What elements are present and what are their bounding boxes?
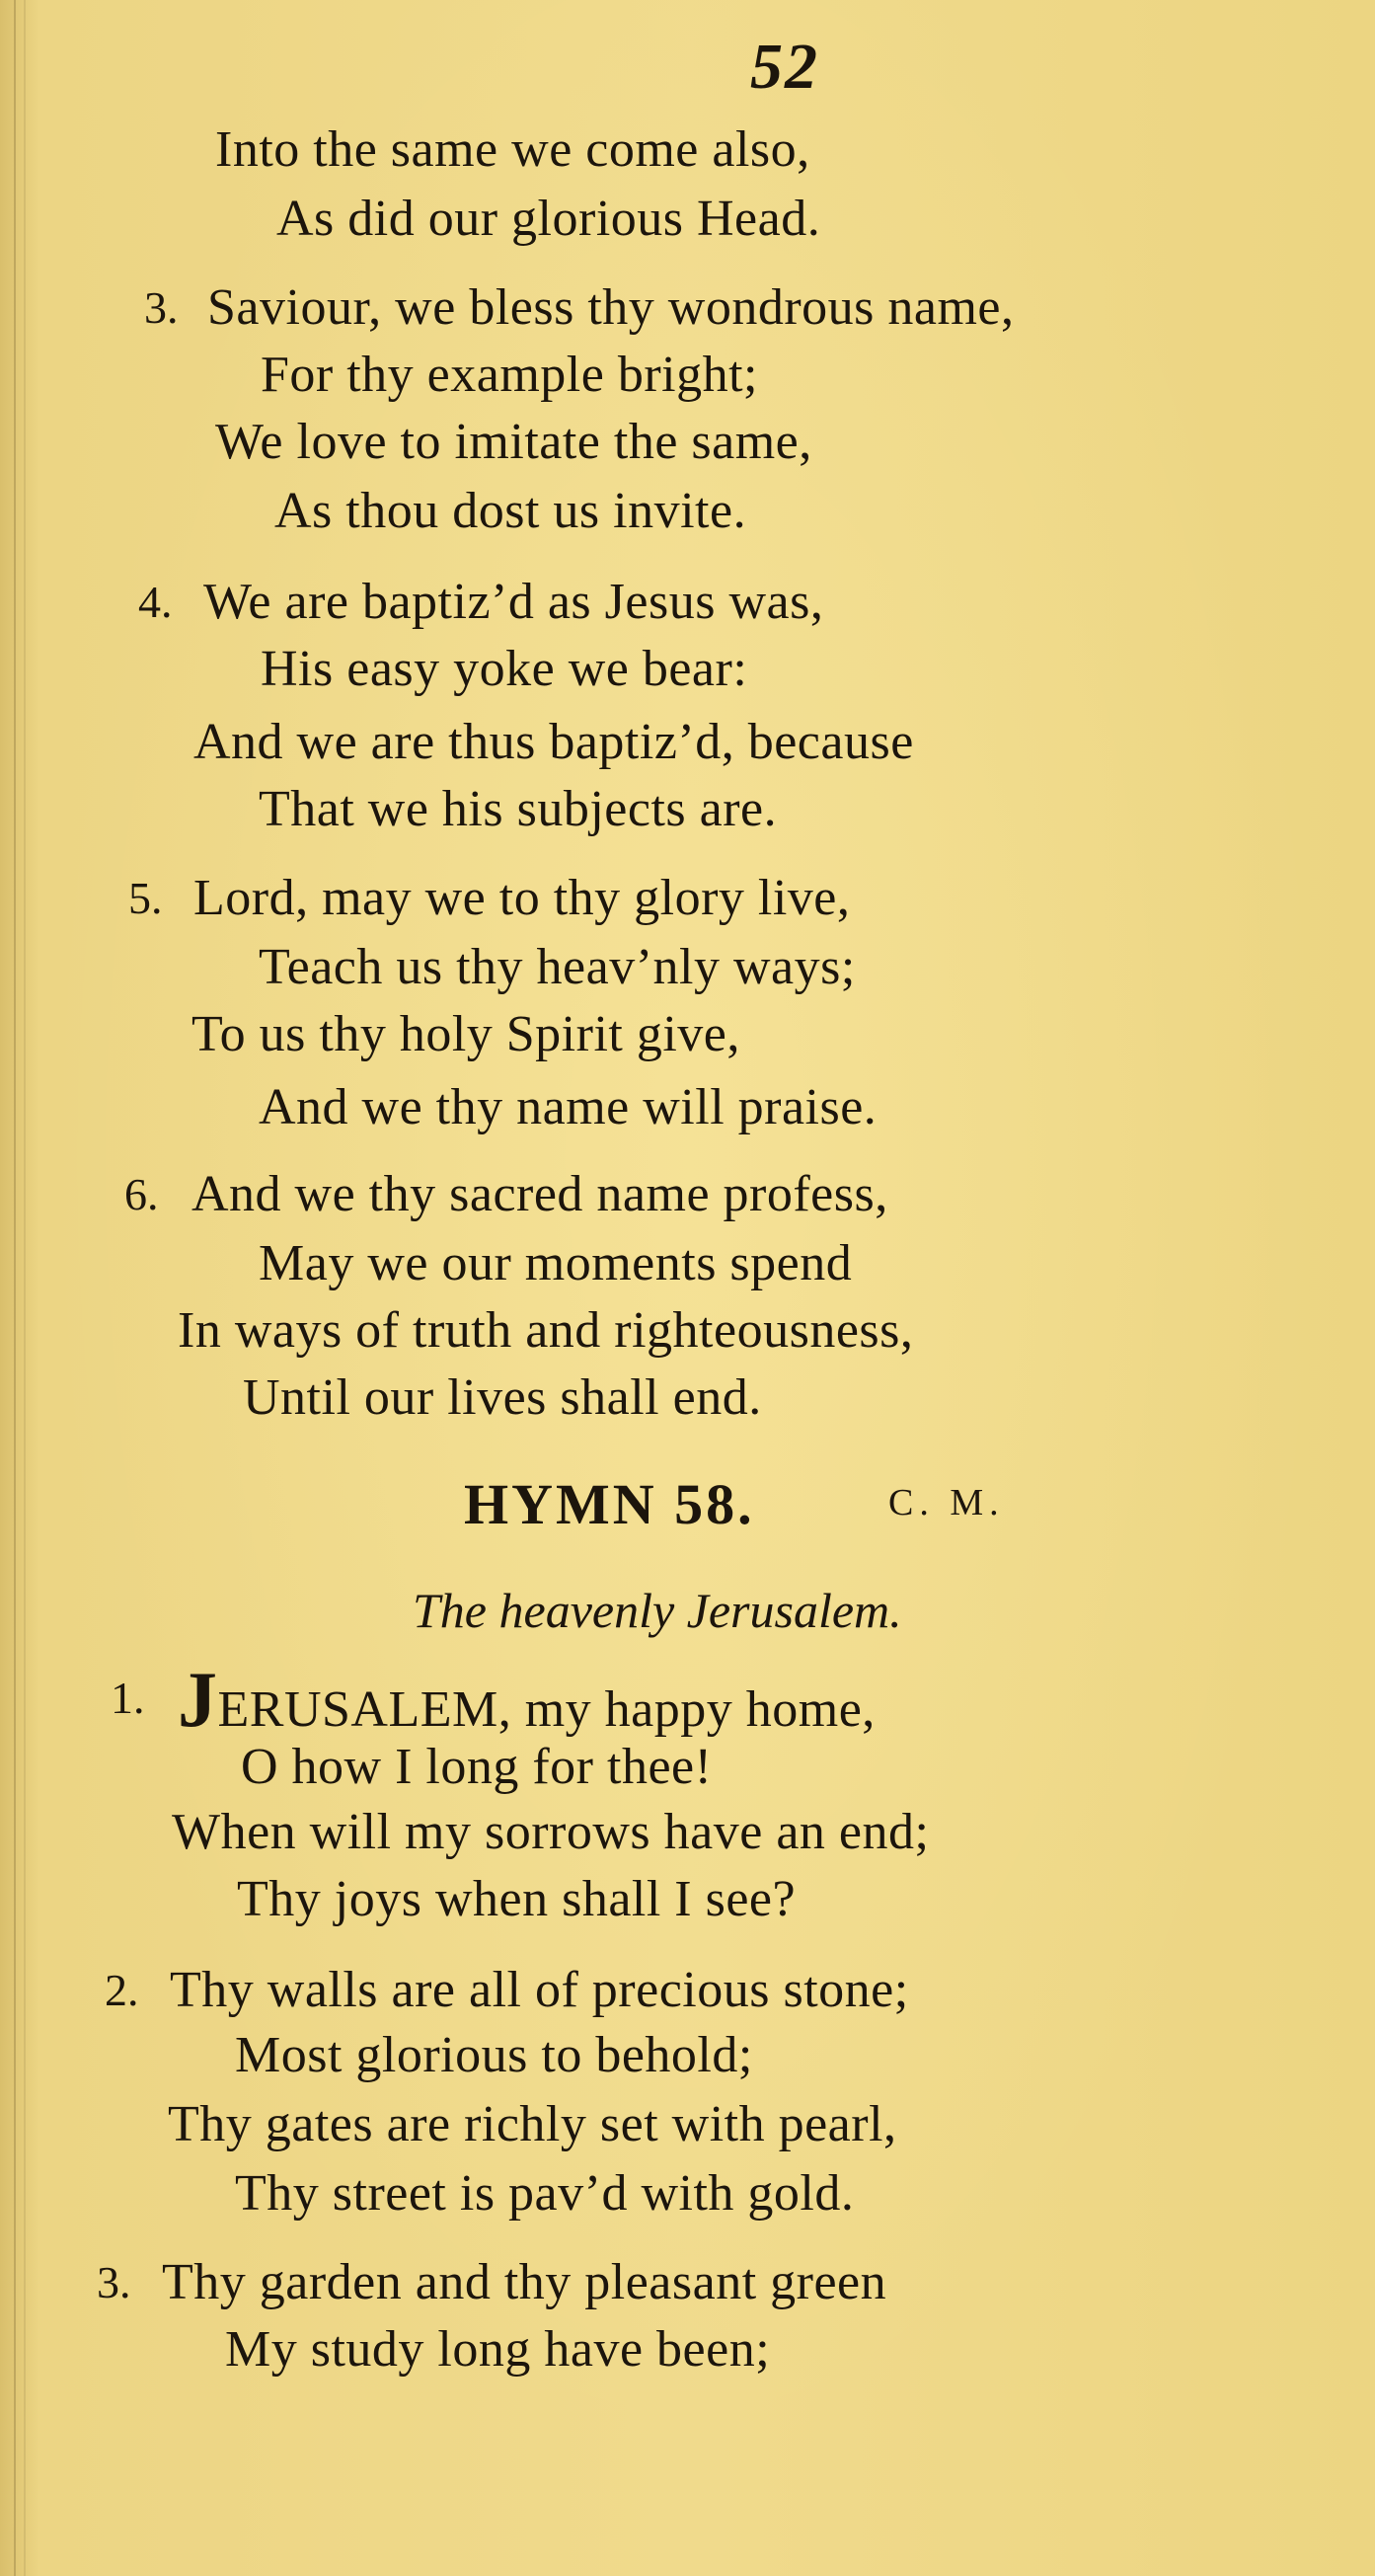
verse-line: When will my sorrows have an end;	[172, 1804, 930, 1860]
verse-line: Until our lives shall end.	[243, 1369, 762, 1426]
page-edge	[14, 0, 16, 2576]
verse-number: 5.	[128, 873, 163, 923]
verse-line: Thy joys when shall I see?	[237, 1871, 797, 1927]
verse-line: Most glorious to behold;	[235, 2027, 753, 2083]
verse-number: 3.	[144, 282, 179, 333]
verse-number: 3.	[97, 2257, 131, 2307]
verse-line: To us thy holy Spirit give,	[191, 1006, 740, 1062]
page-number: 52	[750, 31, 819, 103]
verse-line: O how I long for thee!	[241, 1739, 713, 1795]
verse-line: For thy example bright;	[261, 347, 758, 403]
verse-line: We love to imitate the same,	[215, 414, 812, 470]
verse-line: As thou dost us invite.	[274, 483, 747, 539]
drop-cap: J	[178, 1657, 218, 1744]
verse-line: Saviour, we bless thy wondrous name,	[207, 279, 1015, 336]
verse-line: My study long have been;	[225, 2321, 771, 2378]
verse-line: As did our glorious Head.	[276, 191, 821, 247]
verse-line-rest: ERUSALEM, my happy home,	[217, 1681, 876, 1738]
verse-number: 6.	[124, 1169, 159, 1219]
verse-line: In ways of truth and righteousness,	[178, 1302, 914, 1359]
hymn-title: HYMN 58.	[464, 1472, 755, 1536]
verse-number: 4.	[138, 577, 173, 627]
verse-number: 2.	[105, 1965, 139, 2015]
verse-line: Thy street is pav’d with gold.	[235, 2165, 855, 2222]
verse-line: We are baptiz’d as Jesus was,	[203, 574, 824, 630]
hymn-meter: C. M.	[888, 1482, 1005, 1523]
verse-line: That we his subjects are.	[259, 781, 778, 837]
verse-line: Thy gates are richly set with pearl,	[168, 2096, 897, 2152]
verse-number: 1.	[111, 1673, 145, 1723]
verse-line: Teach us thy heav’nly ways;	[259, 939, 856, 995]
verse-line: Thy walls are all of precious stone;	[170, 1962, 909, 2018]
verse-line: His easy yoke we bear:	[261, 641, 748, 697]
verse-line: Lord, may we to thy glory live,	[193, 870, 851, 926]
verse-line: Thy garden and thy pleasant green	[162, 2254, 887, 2310]
hymn-subtitle: The heavenly Jerusalem.	[413, 1583, 902, 1638]
verse-line: And we thy name will praise.	[259, 1079, 878, 1135]
verse-line	[178, 1657, 876, 1744]
page-edge	[24, 0, 26, 2576]
verse-line: Into the same we come also,	[215, 121, 810, 178]
verse-line: And we thy sacred name profess,	[191, 1166, 888, 1222]
verse-line: May we our moments spend	[259, 1235, 853, 1291]
verse-line: And we are thus baptiz’d, because	[193, 714, 914, 770]
